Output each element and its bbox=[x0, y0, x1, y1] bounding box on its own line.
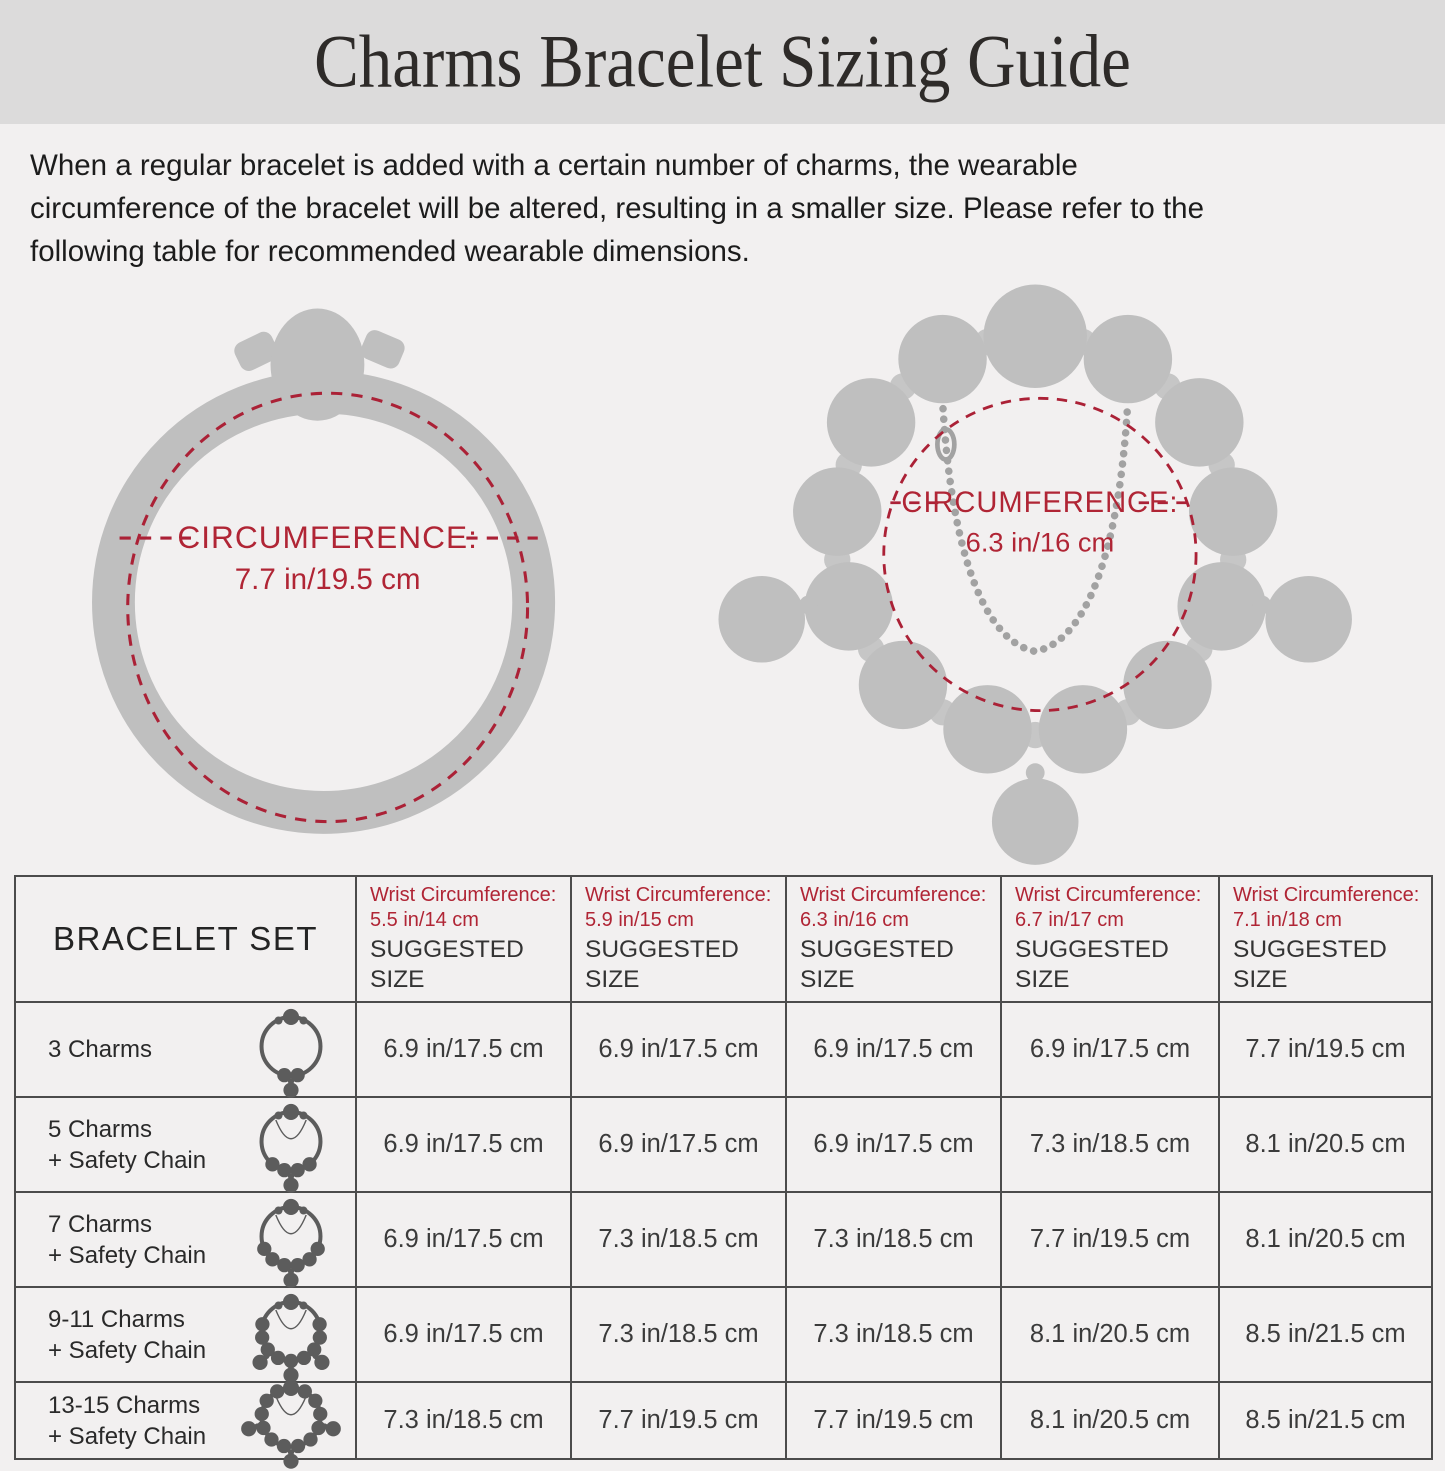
size-cell: 7.7 in/19.5 cm bbox=[1001, 1192, 1219, 1287]
suggested-size-label: SUGGESTED SIZE bbox=[800, 936, 954, 993]
bracelet-set-cell bbox=[15, 1382, 356, 1459]
wrist-circumference-value: 5.9 in/15 cm bbox=[585, 908, 694, 931]
intro-paragraph bbox=[30, 144, 1415, 273]
size-cell: 8.5 in/21.5 cm bbox=[1219, 1382, 1432, 1459]
size-cell: 6.9 in/17.5 cm bbox=[356, 1097, 571, 1192]
size-cell: 6.9 in/17.5 cm bbox=[356, 1287, 571, 1382]
wrist-circumference-label: Wrist Circumference: bbox=[1015, 884, 1202, 906]
size-cell: 7.7 in/19.5 cm bbox=[571, 1382, 786, 1459]
table-row bbox=[15, 1192, 1432, 1287]
size-cell: 6.9 in/17.5 cm bbox=[571, 1002, 786, 1097]
row-label: 7 Charms + Safety Chain bbox=[48, 1210, 207, 1269]
page-title: Charms Bracelet Sizing Guide bbox=[314, 20, 1131, 103]
size-cell: 7.3 in/18.5 cm bbox=[1001, 1097, 1219, 1192]
intro-line: When a regular bracelet is added with a certain number of charms, the wearable bbox=[30, 149, 1078, 182]
size-cell: 8.1 in/20.5 cm bbox=[1219, 1097, 1432, 1192]
intro-line: circumference of the bracelet will be altered, resulting in a smaller size. Please refer to the bbox=[30, 192, 1204, 225]
bracelet-set-cell bbox=[15, 1287, 356, 1382]
title-banner bbox=[0, 0, 1445, 124]
table-row bbox=[15, 1287, 1432, 1382]
column-header bbox=[356, 876, 571, 1002]
column-header bbox=[1219, 876, 1432, 1002]
charm-bracelet-icon bbox=[241, 1000, 341, 1100]
circumference-value: 6.3 in/16 cm bbox=[965, 526, 1115, 558]
bracelet-set-cell bbox=[15, 1192, 356, 1287]
size-cell: 8.5 in/21.5 cm bbox=[1219, 1287, 1432, 1382]
wrist-circumference-value: 6.7 in/17 cm bbox=[1015, 908, 1124, 931]
circumference-label: CIRCUMFERENCE: bbox=[901, 487, 1179, 520]
column-header bbox=[571, 876, 786, 1002]
charm-bracelet-icon bbox=[241, 1190, 341, 1290]
suggested-size-label: SUGGESTED SIZE bbox=[370, 936, 524, 993]
column-header bbox=[1001, 876, 1219, 1002]
illustrations bbox=[0, 277, 1445, 865]
size-cell: 7.3 in/18.5 cm bbox=[356, 1382, 571, 1459]
wrist-circumference-label: Wrist Circumference: bbox=[800, 884, 987, 906]
size-cell: 7.3 in/18.5 cm bbox=[786, 1287, 1001, 1382]
clasp-link-right bbox=[358, 327, 408, 371]
size-cell: 6.9 in/17.5 cm bbox=[356, 1002, 571, 1097]
size-cell: 7.7 in/19.5 cm bbox=[1219, 1002, 1432, 1097]
charm-bracelet-graphic bbox=[706, 277, 1364, 879]
bracelet-set-cell bbox=[15, 1002, 356, 1097]
circumference-value: 7.7 in/19.5 cm bbox=[234, 563, 421, 597]
wrist-circumference-label: Wrist Circumference: bbox=[585, 884, 772, 906]
charm-bracelet-icon bbox=[241, 1095, 341, 1195]
size-cell: 8.1 in/20.5 cm bbox=[1219, 1192, 1432, 1287]
table-row bbox=[15, 1097, 1432, 1192]
size-cell: 6.9 in/17.5 cm bbox=[1001, 1002, 1219, 1097]
table-header-row bbox=[15, 876, 1432, 1002]
row-label: 3 Charms bbox=[48, 1036, 153, 1063]
plain-bracelet-graphic bbox=[40, 281, 652, 893]
size-cell: 8.1 in/20.5 cm bbox=[1001, 1287, 1219, 1382]
size-cell: 6.9 in/17.5 cm bbox=[786, 1002, 1001, 1097]
size-cell: 7.3 in/18.5 cm bbox=[571, 1192, 786, 1287]
column-header bbox=[786, 876, 1001, 1002]
suggested-size-label: SUGGESTED SIZE bbox=[1233, 936, 1387, 993]
size-cell: 6.9 in/17.5 cm bbox=[356, 1192, 571, 1287]
size-cell: 8.1 in/20.5 cm bbox=[1001, 1382, 1219, 1459]
row-label: 5 Charms + Safety Chain bbox=[48, 1115, 207, 1174]
wrist-circumference-label: Wrist Circumference: bbox=[370, 884, 557, 906]
suggested-size-label: SUGGESTED SIZE bbox=[585, 936, 739, 993]
charm-bead-ring bbox=[718, 285, 1351, 865]
size-cell: 7.3 in/18.5 cm bbox=[571, 1287, 786, 1382]
size-cell: 7.7 in/19.5 cm bbox=[786, 1382, 1001, 1459]
charm-bracelet-icon bbox=[241, 1285, 341, 1385]
wrist-circumference-value: 7.1 in/18 cm bbox=[1233, 908, 1342, 931]
size-cell: 7.3 in/18.5 cm bbox=[786, 1192, 1001, 1287]
wrist-circumference-value: 5.5 in/14 cm bbox=[370, 908, 479, 931]
row-label: 9-11 Charms + Safety Chain bbox=[48, 1305, 207, 1364]
wrist-circumference-value: 6.3 in/16 cm bbox=[800, 908, 909, 931]
intro-line: following table for recommended wearable dimensions. bbox=[30, 235, 750, 268]
bracelet-set-cell bbox=[15, 1097, 356, 1192]
suggested-size-label: SUGGESTED SIZE bbox=[1015, 936, 1169, 993]
bracelet-set-header: BRACELET SET bbox=[15, 876, 356, 1002]
size-cell: 6.9 in/17.5 cm bbox=[571, 1097, 786, 1192]
sizing-table bbox=[14, 875, 1433, 1460]
table-row bbox=[15, 1382, 1432, 1459]
charm-bracelet-icon bbox=[241, 1371, 341, 1471]
wrist-circumference-label: Wrist Circumference: bbox=[1233, 884, 1420, 906]
clasp-bead bbox=[271, 309, 365, 421]
circumference-label: CIRCUMFERENCE: bbox=[177, 519, 478, 556]
table-row bbox=[15, 1002, 1432, 1097]
size-cell: 6.9 in/17.5 cm bbox=[786, 1097, 1001, 1192]
row-label: 13-15 Charms + Safety Chain bbox=[48, 1391, 207, 1450]
